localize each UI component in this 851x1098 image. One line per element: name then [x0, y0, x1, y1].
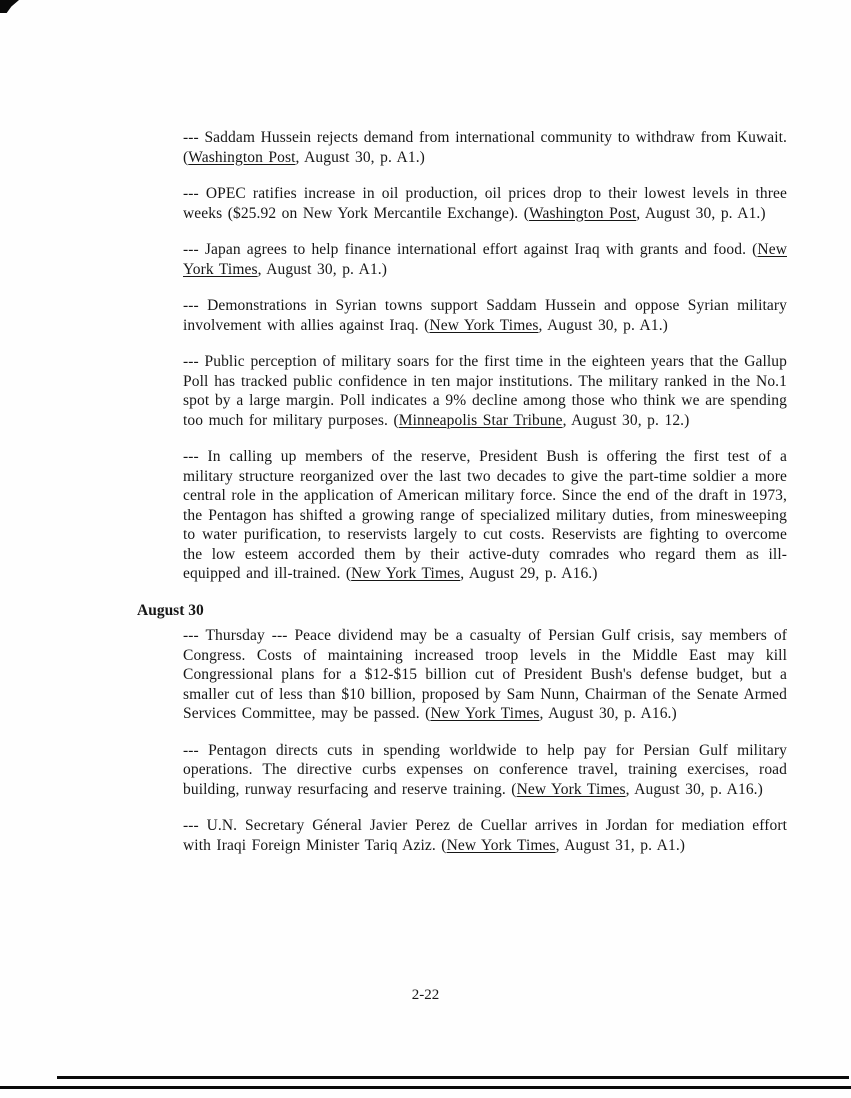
citation-source: Minneapolis Star Tribune [398, 411, 563, 429]
paragraph-text: , August 31, p. A1.) [555, 836, 686, 854]
paragraph-text: --- Public perception of military soars for the first time in the eighteen years that the Gallup Poll has tracked public confidence in ten major institutions. The military ranked in the No.1 spot by a large margin. Poll indicates a 9% decline among those who think we are spending too much for military purposes. ( [183, 353, 787, 429]
paragraph [183, 128, 787, 167]
paragraph-text: --- Pentagon directs cuts in spending worldwide to help pay for Persian Gulf military operations. The directive curbs expenses on conference travel, training exercises, road building, runway resurfacing and reserve training. ( [183, 741, 787, 798]
citation-source: New York Times [183, 241, 787, 278]
paragraph-text: , August 30, p. A16.) [539, 705, 677, 722]
paragraph [183, 296, 787, 335]
paragraph [183, 240, 787, 279]
citation-source: Washington Post [188, 148, 296, 166]
paragraph [183, 626, 787, 724]
paragraph [183, 184, 787, 223]
paragraph-text: , August 30, p. A1.) [295, 148, 425, 166]
paragraph-text: , August 30, p. A1.) [636, 204, 766, 222]
scan-artifact-line-upper [57, 1076, 849, 1079]
paragraph-text: --- U.N. Secretary Géneral Javier Perez de Cuellar arrives in Jordan for mediation effort with Iraqi Foreign Minister Tariq Aziz. ( [183, 817, 787, 854]
paragraph-text: --- In calling up members of the reserve, President Bush is offering the first test of a military structure reorganized over the last two decades to give the part-time soldier a more central role in the application of American military force. Since the end of the draft in 1973, the Pentagon has shifted a growing range of specialized military duties, from minesweeping to water purification, to reservists largely to cut costs. Reservists are fighting to overcome the low esteem accorded them by their active-duty comrades who regard them as ill-equipped and ill-trained. ( [183, 448, 787, 582]
paragraph [183, 352, 787, 430]
date-heading [137, 601, 787, 621]
page-number: 2-22 [411, 987, 440, 1003]
paragraph-text: , August 30, p. A16.) [625, 780, 763, 798]
paragraph [183, 816, 787, 855]
paragraph-text: --- OPEC ratifies increase in oil production, oil prices drop to their lowest levels in three weeks ($25.92 on New York Mercantile Exchange). ( [183, 185, 787, 222]
scan-artifact-line-lower [0, 1086, 851, 1089]
citation-source: New York Times [446, 836, 556, 854]
paragraph-text: , August 30, p. A1.) [257, 260, 388, 278]
document-body [137, 128, 787, 872]
citation-source: New York Times [351, 565, 461, 582]
paragraph-text: --- Thursday --- Peace dividend may be a casualty of Persian Gulf crisis, say members of Congress. Costs of maintaining increased troop levels in the Middle East may kill Congressional plans for a $12-$15 billion cut of President Bush's defense budget, but a smaller cut of less than $10 billion, proposed by Sam Nunn, Chairman of the Senate Armed Services Committee, may be passed. ( [183, 627, 787, 722]
paragraph-text: , August 30, p. 12.) [562, 411, 690, 429]
paragraph-text: , August 30, p. A1.) [538, 316, 668, 334]
paragraph-text: --- Japan agrees to help finance international effort against Iraq with grants and food. ( [183, 241, 758, 258]
citation-source: New York Times [429, 316, 539, 334]
heading-text: August 30 [137, 601, 204, 619]
paragraph [183, 741, 787, 800]
citation-source: New York Times [516, 780, 626, 798]
paragraph-text: --- Demonstrations in Syrian towns support Saddam Hussein and oppose Syrian military involvement with allies against Iraq. ( [183, 297, 787, 334]
scan-artifact-top-left [0, 0, 19, 13]
citation-source: New York Times [430, 705, 540, 722]
paragraph [183, 447, 787, 584]
citation-source: Washington Post [528, 204, 637, 222]
paragraph-text: --- Saddam Hussein rejects demand from international community to withdraw from Kuwait. ( [183, 129, 787, 166]
paragraph-text: , August 29, p. A16.) [460, 565, 598, 582]
